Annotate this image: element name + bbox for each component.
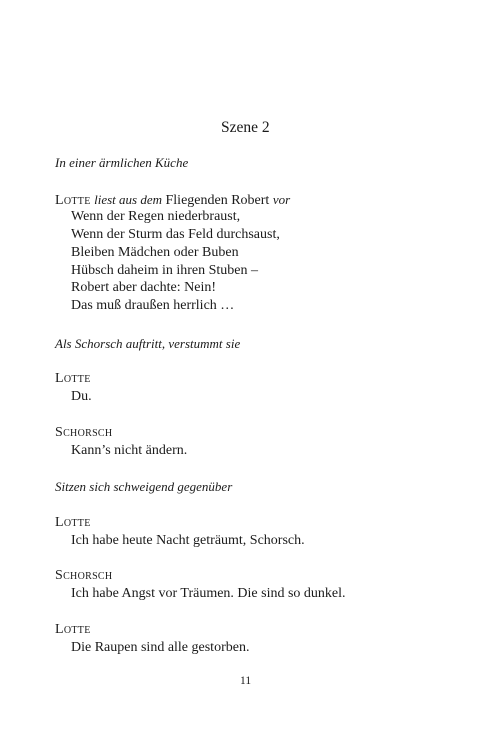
- speaker-name: Lotte: [55, 515, 91, 530]
- stage-direction: Sitzen sich schweigend gegenüber: [55, 479, 233, 494]
- dialogue-line: Du.: [71, 389, 92, 404]
- verse-line: Robert aber dachte: Nein!: [71, 280, 216, 295]
- verse-line: Wenn der Sturm das Feld durchsaust,: [71, 227, 280, 242]
- speaker-name: Lotte: [55, 622, 91, 637]
- dialogue-line: Ich habe Angst vor Träumen. Die sind so dunkel.: [71, 586, 346, 601]
- verse-line: Bleiben Mädchen oder Buben: [71, 245, 239, 260]
- verse-line: Das muß draußen herrlich …: [71, 298, 235, 313]
- verse-line: Wenn der Regen niederbraust,: [71, 209, 241, 224]
- stage-direction: liest aus dem: [94, 192, 162, 207]
- reading-direction-line: [55, 191, 290, 209]
- dialogue-line: Die Raupen sind alle gestorben.: [71, 640, 250, 655]
- stage-direction: vor: [272, 192, 291, 207]
- book-title: Fliegenden Robert: [165, 193, 270, 208]
- page-number: 11: [240, 675, 252, 687]
- setting-direction: In einer ärmlichen Küche: [55, 155, 189, 170]
- scene-title: Szene 2: [221, 119, 270, 136]
- speaker-name: Lotte: [55, 371, 91, 386]
- verse-line: Hübsch daheim in ihren Stuben –: [71, 263, 259, 278]
- stage-direction: Als Schorsch auftritt, verstummt sie: [55, 336, 241, 351]
- speaker-name: Schorsch: [55, 568, 113, 583]
- speaker-name: Lotte: [55, 193, 91, 208]
- speaker-name: Schorsch: [55, 425, 113, 440]
- dialogue-line: Kann’s nicht ändern.: [71, 443, 188, 458]
- dialogue-line: Ich habe heute Nacht geträumt, Schorsch.: [71, 533, 305, 548]
